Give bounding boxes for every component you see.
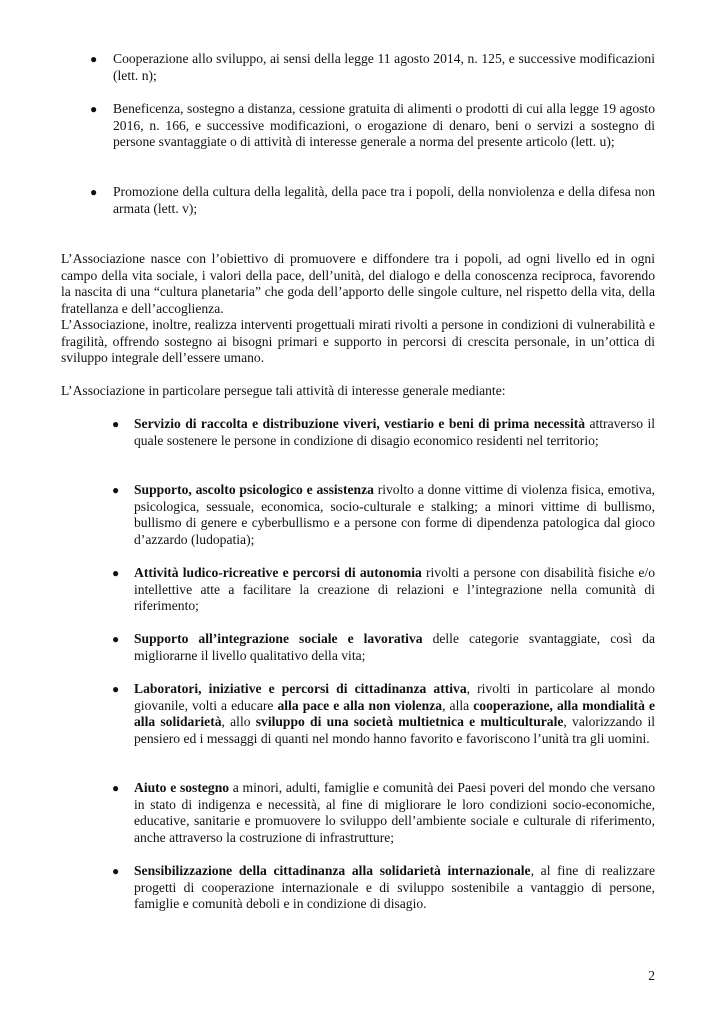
- bullet: ●: [112, 566, 120, 580]
- item-heading: Servizio di raccolta e distribuzione viveri, vestiario e beni di prima necessità: [134, 416, 586, 431]
- item-heading: Supporto, ascolto psicologico e assistenza: [134, 482, 374, 497]
- item-text: , allo: [221, 714, 256, 730]
- item-heading: Sensibilizzazione della cittadinanza alla solidarietà internazionale: [134, 863, 531, 878]
- list-item: [134, 780, 655, 846]
- item-heading: Attività ludico-ricreative e percorsi di autonomia: [134, 565, 422, 580]
- item-text: delle categorie svantaggiate, così da migliorarne il livello qualitativo della vita;: [134, 631, 655, 663]
- item-text: a minori, adulti, famiglie e comunità dei Paesi poveri del mondo che versano in stato di indigenza e necessità, al fine di migliorare le loro condizioni socio-economiche, educative, sanitarie e promuovere lo sviluppo dell’ambiente sociale e culturale di riferimento, anche attraverso la costruzione di infrastrutture;: [134, 780, 655, 845]
- item-heading: Supporto all’integrazione sociale e lavorativa: [134, 631, 423, 646]
- list-item: [134, 565, 655, 615]
- item-heading: Laboratori, iniziative e percorsi di cittadinanza attiva: [134, 681, 467, 696]
- bullet: ●: [112, 682, 120, 696]
- item-text: , al fine di realizzare progetti di cooperazione internazionale e di sviluppo sostenibile a vantaggio di persone, famiglie e comunità deboli e in condizione di disagio.: [134, 863, 655, 912]
- list-item: [134, 631, 655, 664]
- list-item: [134, 416, 655, 449]
- bullet: ●: [112, 483, 120, 497]
- item-text: , valorizzando il pensiero ed i messaggi di quanti nel mondo hanno favorito e favoriscono l’unità tra gli uomini.: [134, 714, 655, 746]
- list-item: Beneficenza, sostegno a distanza, cessione gratuita di alimenti o prodotti di cui alla legge 19 agosto 2016, n. 166, e successive modificazioni, o erogazione di denaro, beni o servizi a sostegno di persone svantaggiate o di attività di interesse generale a norma del presente articolo (lett. u);: [113, 101, 655, 150]
- item-text: rivolti a persone con disabilità fisiche e/o intellettive atte a facilitare la creazione di relazioni e l’integrazione nella comunità di riferimento;: [134, 565, 655, 614]
- item-text: attraverso il quale sostenere le persone in condizione di disagio economico residenti nel territorio;: [134, 416, 655, 448]
- bullet: ●: [112, 781, 120, 795]
- bullet: ●: [90, 52, 98, 66]
- item-text: , rivolti in particolare al mondo giovanile, volti a educare: [134, 681, 655, 713]
- paragraph: L’Associazione in particolare persegue tali attività di interesse generale mediante:: [61, 383, 506, 398]
- item-text: , alla: [442, 697, 474, 713]
- bullet: ●: [90, 185, 98, 199]
- item-text: rivolto a donne vittime di violenza fisica, emotiva, psicologica, sessuale, economica, socio-culturale e stalking; a minori vittime di bullismo, bullismo di genere e cyberbullismo e a persone con forme di dipendenza patologica dal gioco d’azzardo (ludopatia);: [134, 482, 655, 547]
- bullet: ●: [112, 632, 120, 646]
- list-item: Cooperazione allo sviluppo, ai sensi della legge 11 agosto 2014, n. 125, e successive modificazioni (lett. n);: [113, 51, 655, 83]
- item-heading: Aiuto e sostegno: [134, 780, 230, 795]
- bullet: ●: [112, 417, 120, 431]
- item-emphasis: alla pace e alla non violenza: [277, 697, 443, 713]
- list-item: [134, 482, 655, 548]
- bullet: ●: [112, 864, 120, 878]
- list-item: Promozione della cultura della legalità, della pace tra i popoli, della nonviolenza e della difesa non armata (lett. v);: [113, 184, 655, 216]
- list-item: [134, 681, 655, 747]
- item-emphasis: sviluppo di una società multietnica e multiculturale: [255, 714, 564, 730]
- paragraph: L’Associazione, inoltre, realizza interventi progettuali mirati rivolti a persone in condizioni di vulnerabilità e fragilità, offrendo sostegno ai bisogni primari e supporto in percorsi di crescita personale, in un’ottica di sviluppo integrale dell’essere umano.: [61, 317, 655, 366]
- bullet: ●: [90, 102, 98, 116]
- list-item: [134, 863, 655, 913]
- item-emphasis: cooperazione, alla mondialità e alla solidarietà: [134, 697, 655, 730]
- paragraph: L’Associazione nasce con l’obiettivo di promuovere e diffondere tra i popoli, ad ogni livello ed in ogni campo della vita sociale, i valori della pace, dell’unità, del dialogo e della conoscenza reciproca, favorendo la nascita di una “cultura planetaria” che goda dell’apporto delle singole culture, nel rispetto della vita, della fratellanza e dell’accoglienza.: [61, 251, 655, 316]
- page-number: 2: [648, 968, 655, 983]
